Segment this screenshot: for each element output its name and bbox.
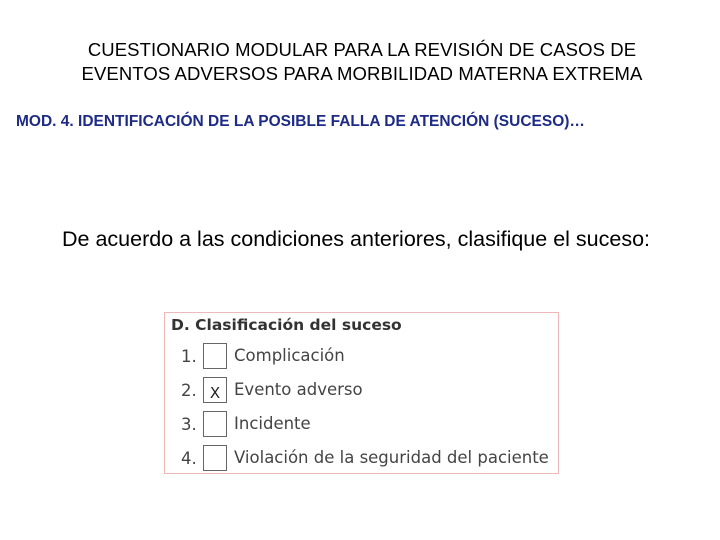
option-row-violacion [165, 443, 555, 473]
option-row-complicacion [165, 341, 555, 371]
option-checkbox-violacion[interactable] [203, 445, 227, 471]
option-number: 2. [181, 381, 197, 400]
option-label: Violación de la seguridad del paciente [234, 448, 549, 467]
option-label: Evento adverso [234, 380, 363, 399]
title-line-2: EVENTOS ADVERSOS PARA MORBILIDAD MATERNA EXTREMA [81, 63, 643, 84]
title-line-1: CUESTIONARIO MODULAR PARA LA REVISIÓN DE CASOS DE [87, 39, 637, 60]
document-title [0, 38, 720, 86]
option-row-incidente [165, 409, 555, 439]
option-label: Incidente [234, 414, 311, 433]
option-row-evento-adverso [165, 375, 555, 405]
classification-panel [164, 312, 559, 474]
panel-title: D. Clasificación del suceso [171, 316, 402, 334]
option-label: Complicación [234, 346, 345, 365]
option-number: 1. [181, 347, 197, 366]
option-checkbox-complicacion[interactable] [203, 343, 227, 369]
instruction-text: De acuerdo a las condiciones anteriores, clasifique el suceso: [62, 227, 650, 251]
option-checkbox-evento-adverso[interactable]: X [203, 377, 227, 403]
option-number: 4. [181, 449, 197, 468]
option-number: 3. [181, 415, 197, 434]
module-title: MOD. 4. IDENTIFICACIÓN DE LA POSIBLE FALLA DE ATENCIÓN (SUCESO)… [16, 113, 585, 130]
option-checkbox-incidente[interactable] [203, 411, 227, 437]
